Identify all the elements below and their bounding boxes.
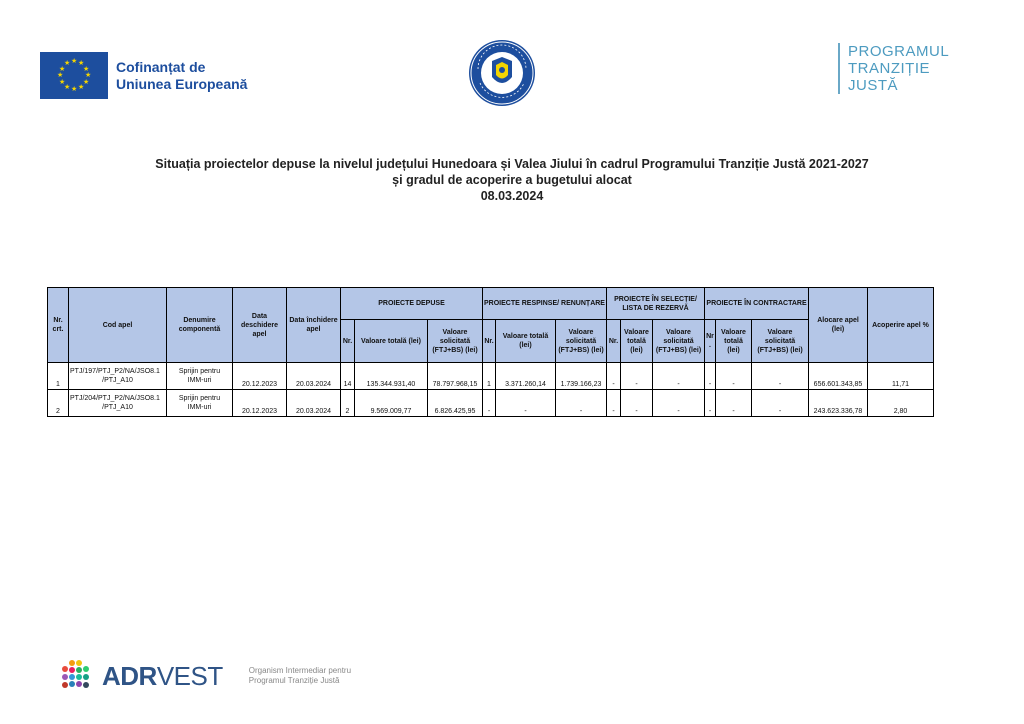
cell-selectie-solicitat: -	[653, 363, 705, 390]
subheader-depuse-nr: Nr.	[341, 320, 355, 363]
subheader-depuse-solicitata: Valoare solicitată (FTJ+BS) (lei)	[428, 320, 483, 363]
subheader-depuse-total: Valoare totală (lei)	[355, 320, 428, 363]
cell-acoperire: 11,71	[868, 363, 934, 390]
header-proiecte-contractare: PROIECTE ÎN CONTRACTARE	[705, 288, 809, 320]
cell-alocare: 656.601.343,85	[809, 363, 868, 390]
cell-denumire-line-2: IMM-uri	[187, 377, 212, 384]
org-line-2: Programul Tranziție Justă	[248, 676, 340, 685]
header-proiecte-selectie: PROIECTE ÎN SELECȚIE/ LISTA DE REZERVĂ	[607, 288, 705, 320]
subheader-respinse-total: Valoare totală (lei)	[496, 320, 556, 363]
cell-deschidere: 20.12.2023	[233, 390, 287, 417]
table-row	[48, 390, 934, 417]
cell-cod-line-2: /PTJ_A10	[102, 404, 133, 411]
cell-selectie-solicitat: -	[653, 390, 705, 417]
cell-respinse-solicitat: 1.739.166,23	[556, 363, 607, 390]
header-denumire: Denumire componentă	[167, 288, 233, 363]
title-date: 08.03.2024	[480, 189, 544, 203]
document-title	[0, 156, 1024, 204]
adr-logo-part-b: VEST	[156, 660, 223, 691]
cell-deschidere: 20.12.2023	[233, 363, 287, 390]
title-line-1: Situația proiectelor depuse la nivelul județului Hunedoara și Valea Jiului în cadrul Programului Tranziție Justă 2021-2027	[155, 157, 869, 171]
cell-contractare-solicitat: -	[752, 390, 809, 417]
subheader-respinse-solicitata: Valoare solicitată (FTJ+BS) (lei)	[556, 320, 607, 363]
cell-selectie-total: -	[621, 390, 653, 417]
header-acoperire-apel: Acoperire apel %	[868, 288, 934, 363]
adr-logo-part-a: ADR	[102, 660, 157, 691]
eu-line-1: Cofinanțat de	[116, 58, 206, 75]
cell-denumire-line-1: Sprijin pentru	[178, 368, 221, 375]
cell-cod-line-2: /PTJ_A10	[102, 377, 133, 384]
cell-contractare-total: -	[716, 390, 752, 417]
cell-nr: 1	[48, 363, 69, 390]
subheader-selectie-total: Valoare totală (lei)	[621, 320, 653, 363]
cell-depuse-total: 135.344.931,40	[355, 363, 428, 390]
header-data-deschidere: Data deschidere apel	[233, 288, 287, 363]
cell-contractare-total: -	[716, 363, 752, 390]
eu-line-2: Uniunea Europeană	[116, 75, 248, 92]
cell-depuse-total: 9.569.009,77	[355, 390, 428, 417]
cell-respinse-nr: 1	[483, 363, 496, 390]
cell-selectie-total: -	[621, 363, 653, 390]
cell-respinse-solicitat: -	[556, 390, 607, 417]
subheader-selectie-solicitata: Valoare solicitată (FTJ+BS) (lei)	[653, 320, 705, 363]
ptj-line-1: PROGRAMUL	[848, 43, 950, 60]
cell-contractare-nr: -	[705, 363, 716, 390]
eu-flag-icon: ★ ★ ★ ★ ★ ★ ★ ★ ★ ★ ★ ★	[40, 52, 108, 99]
subheader-contractare-total: Valoare totală (lei)	[716, 320, 752, 363]
cell-selectie-nr: -	[607, 390, 621, 417]
footer	[62, 660, 351, 692]
cell-contractare-nr: -	[705, 390, 716, 417]
subheader-contractare-nr: Nr .	[705, 320, 716, 363]
projects-table	[47, 287, 934, 417]
ptj-line-3: JUSTĂ	[848, 77, 899, 94]
ptj-line-2: TRANZIȚIE	[848, 60, 930, 77]
cell-nr: 2	[48, 390, 69, 417]
header-data-inchidere: Data închidere apel	[287, 288, 341, 363]
subheader-contractare-solicitata: Valoare solicitată (FTJ+BS) (lei)	[752, 320, 809, 363]
cell-denumire-line-2: IMM-uri	[187, 404, 212, 411]
subheader-respinse-nr: Nr.	[483, 320, 496, 363]
cell-respinse-nr: -	[483, 390, 496, 417]
cell-selectie-nr: -	[607, 363, 621, 390]
cell-inchidere: 20.03.2024	[287, 363, 341, 390]
organism-intermediar-text	[249, 666, 351, 686]
cell-denumire-line-1: Sprijin pentru	[178, 395, 221, 402]
romanian-government-seal-icon	[468, 39, 536, 107]
cell-contractare-solicitat: -	[752, 363, 809, 390]
cell-depuse-solicitat: 6.826.425,95	[428, 390, 483, 417]
org-line-1: Organism Intermediar pentru	[248, 666, 352, 675]
cell-inchidere: 20.03.2024	[287, 390, 341, 417]
cell-respinse-total: 3.371.260,14	[496, 363, 556, 390]
header-alocare-apel: Alocare apel (lei)	[809, 288, 868, 363]
subheader-selectie-nr: Nr.	[607, 320, 621, 363]
table-row	[48, 363, 934, 390]
cell-respinse-total: -	[496, 390, 556, 417]
header-proiecte-respinse: PROIECTE RESPINSE/ RENUNȚARE	[483, 288, 607, 320]
adr-vest-dots-icon	[62, 660, 94, 692]
eu-cofinancing-logo	[40, 52, 247, 99]
header-nr-crt: Nr. crt.	[48, 288, 69, 363]
adr-vest-logo	[102, 661, 223, 692]
cell-acoperire: 2,80	[868, 390, 934, 417]
cell-cod-line-1: PTJ/197/PTJ_P2/NA/JSO8.1	[70, 368, 160, 375]
cell-depuse-nr: 14	[341, 363, 355, 390]
title-line-2: și gradul de acoperire a bugetului alocat	[392, 173, 632, 187]
cell-alocare: 243.623.336,78	[809, 390, 868, 417]
ptj-logo	[838, 43, 949, 94]
cell-cod-line-1: PTJ/204/PTJ_P2/NA/JSO8.1	[70, 395, 160, 402]
cell-depuse-nr: 2	[341, 390, 355, 417]
header-proiecte-depuse: PROIECTE DEPUSE	[341, 288, 483, 320]
header-cod-apel: Cod apel	[69, 288, 167, 363]
cell-depuse-solicitat: 78.797.968,15	[428, 363, 483, 390]
